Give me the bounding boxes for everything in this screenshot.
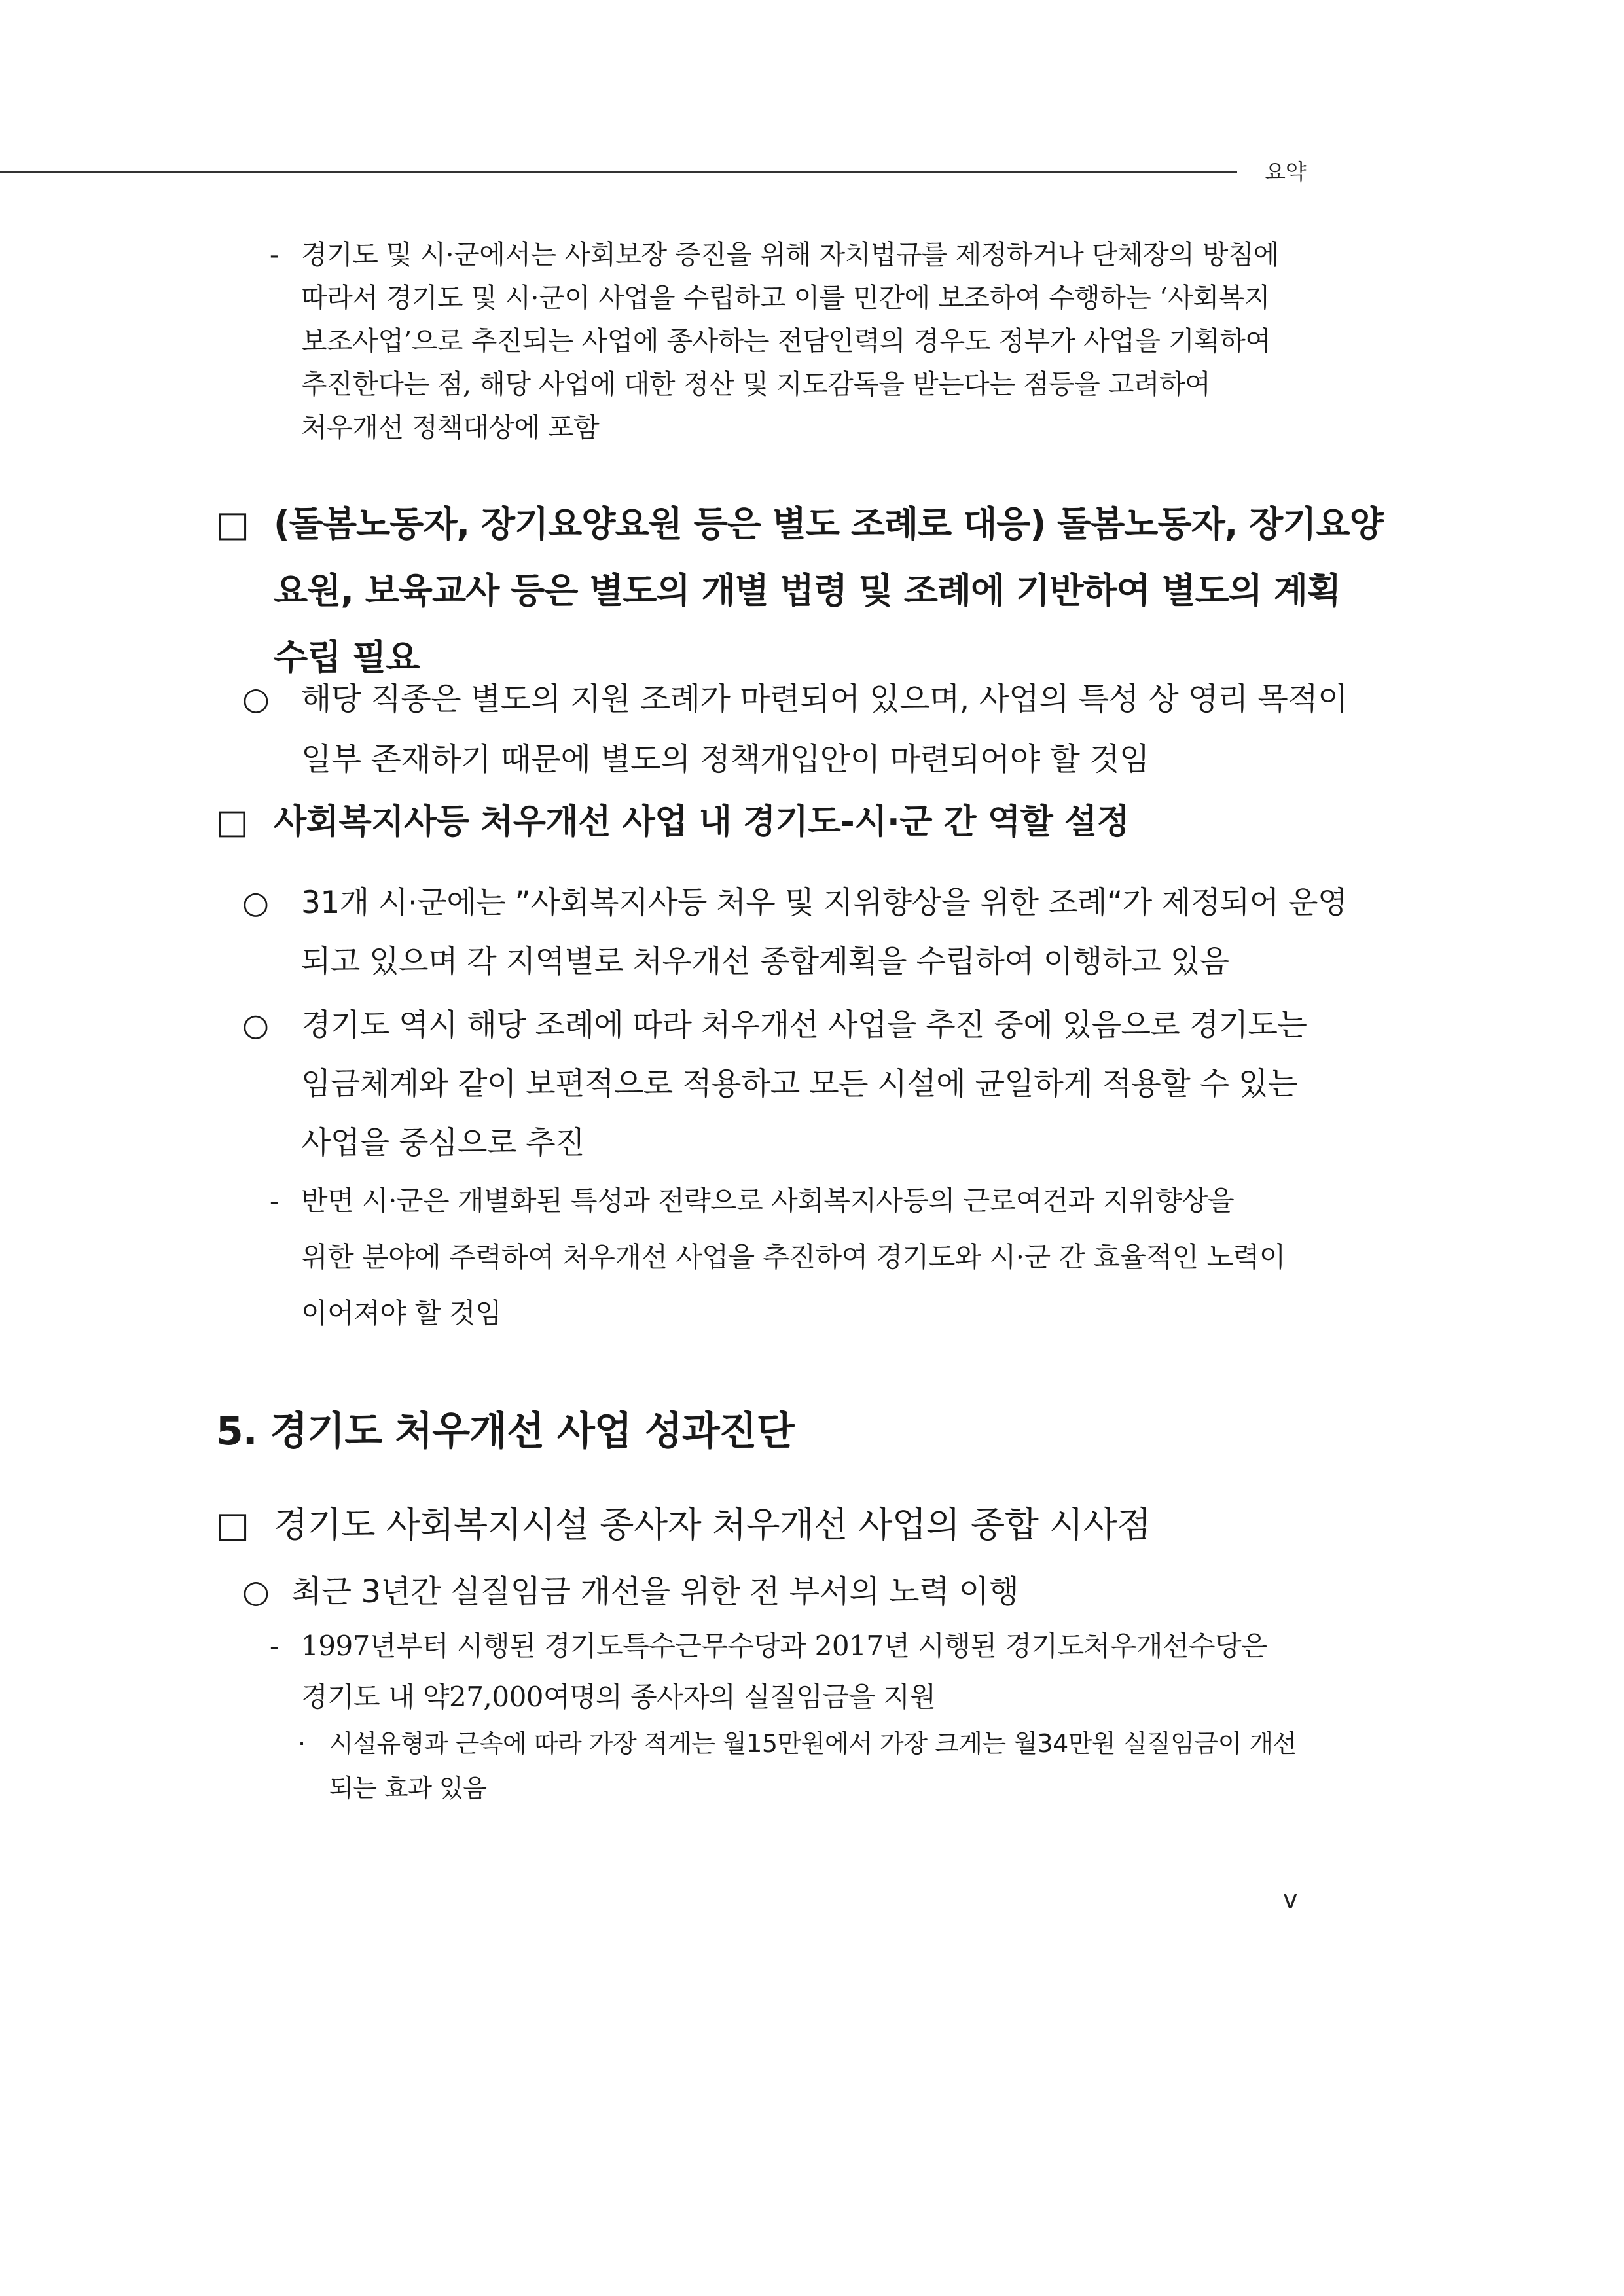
section-heading: 5. 경기도 처우개선 사업 성과진단	[216, 1408, 794, 1454]
circle-bullet: ○	[242, 1573, 270, 1610]
text-line: 경기도 내 약27,000여명의 종사자의 실질임금을 지원	[301, 1681, 936, 1713]
text-line: 경기도 사회복지시설 종사자 처우개선 사업의 종합 시사점	[274, 1504, 1151, 1545]
text-line: (돌봄노동자, 장기요양요원 등은 별도 조례로 대응) 돌봄노동자, 장기요양	[274, 503, 1383, 545]
circle-item-real-wage	[242, 1567, 1329, 1617]
running-header: 요약	[1265, 159, 1307, 185]
text-line: 해당 직종은 별도의 지원 조례가 마련되어 있으며, 사업의 특성 상 영리 목적이	[301, 681, 1348, 717]
dash-marker: -	[270, 1630, 279, 1662]
text-line: 따라서 경기도 및 시·군이 사업을 수립하고 이를 민간에 보조하여 수행하는 ‘사회복지	[301, 282, 1270, 314]
text-line: 보조사업’으로 추진되는 사업에 종사하는 전담인력의 경우도 정부가 사업을 기획하여	[301, 325, 1271, 357]
square-bullet: □	[216, 802, 248, 842]
text-line: 일부 존재하기 때문에 별도의 정책개입안이 마련되어야 할 것임	[301, 741, 1149, 778]
text-line: 되는 효과 있음	[329, 1774, 487, 1803]
text-line: 최근 3년간 실질임금 개선을 위한 전 부서의 노력 이행	[291, 1573, 1019, 1610]
text-line: 추진한다는 점, 해당 사업에 대한 정산 및 지도감독을 받는다는 점등을 고려하여	[301, 368, 1211, 400]
circle-bullet: ○	[242, 885, 269, 921]
dot-bullet: ·	[298, 1729, 306, 1758]
dash-item-city-role	[262, 1173, 1322, 1342]
dot-item-wage-effect	[298, 1721, 1332, 1810]
text-line: 되고 있으며 각 지역별로 처우개선 종합계획을 수립하여 이행하고 있음	[301, 944, 1229, 980]
text-line: 이어져야 할 것임	[301, 1297, 502, 1329]
text-line: 31개 시·군에는 ”사회복지사등 처우 및 지위향상을 위한 조례“가 제정되어 운영	[301, 885, 1347, 921]
text-line: 수립 필요	[274, 637, 420, 678]
square-item-care-workers	[216, 491, 1383, 691]
square-item-summary-implications	[216, 1498, 1329, 1552]
text-line: 시설유형과 근속에 따라 가장 적게는 월15만원에서 가장 크게는 월34만원 실질임금이 개선	[329, 1729, 1297, 1758]
text-line: 사회복지사등 처우개선 사업 내 경기도-시·군 간 역할 설정	[274, 802, 1130, 842]
dash-marker: -	[270, 239, 279, 270]
dash-item-support-projects	[262, 233, 1322, 449]
circle-bullet: ○	[242, 681, 270, 717]
page-number: v	[1283, 1885, 1298, 1914]
text-line: 사업을 중심으로 추진	[301, 1125, 585, 1161]
text-line: 처우개선 정책대상에 포함	[301, 412, 600, 443]
text-line: 경기도 및 시·군에서는 사회보장 증진을 위해 자치법규를 제정하거나 단체장의 방침에	[301, 239, 1280, 270]
dash-item-allowances	[262, 1621, 1322, 1723]
text-line: 반면 시·군은 개별화된 특성과 전략으로 사회복지사등의 근로여건과 지위향상을	[301, 1185, 1235, 1217]
text-line: 요원, 보육교사 등은 별도의 개별 법령 및 조례에 기반하여 별도의 계획	[274, 570, 1341, 611]
text-line: 경기도 역시 해당 조례에 따라 처우개선 사업을 추진 중에 있음으로 경기도는	[301, 1007, 1307, 1043]
text-line: 1997년부터 시행된 경기도특수근무수당과 2017년 시행된 경기도처우개선수당은	[301, 1630, 1268, 1662]
square-bullet: □	[216, 1504, 249, 1545]
square-bullet: □	[216, 503, 249, 545]
text-line: 위한 분야에 주력하여 처우개선 사업을 추진하여 경기도와 시·군 간 효율적인 노력이	[301, 1241, 1286, 1273]
circle-item-separate-ordinance	[242, 669, 1348, 789]
circle-item-31-cities	[242, 874, 1347, 992]
circle-item-province-role	[242, 996, 1329, 1173]
circle-bullet: ○	[242, 1007, 269, 1043]
dash-marker: -	[270, 1185, 279, 1217]
text-line: 임금체계와 같이 보편적으로 적용하고 모든 시설에 균일하게 적용할 수 있는	[301, 1066, 1297, 1102]
header-rule	[0, 171, 1237, 173]
square-item-role-setting	[216, 792, 1329, 852]
